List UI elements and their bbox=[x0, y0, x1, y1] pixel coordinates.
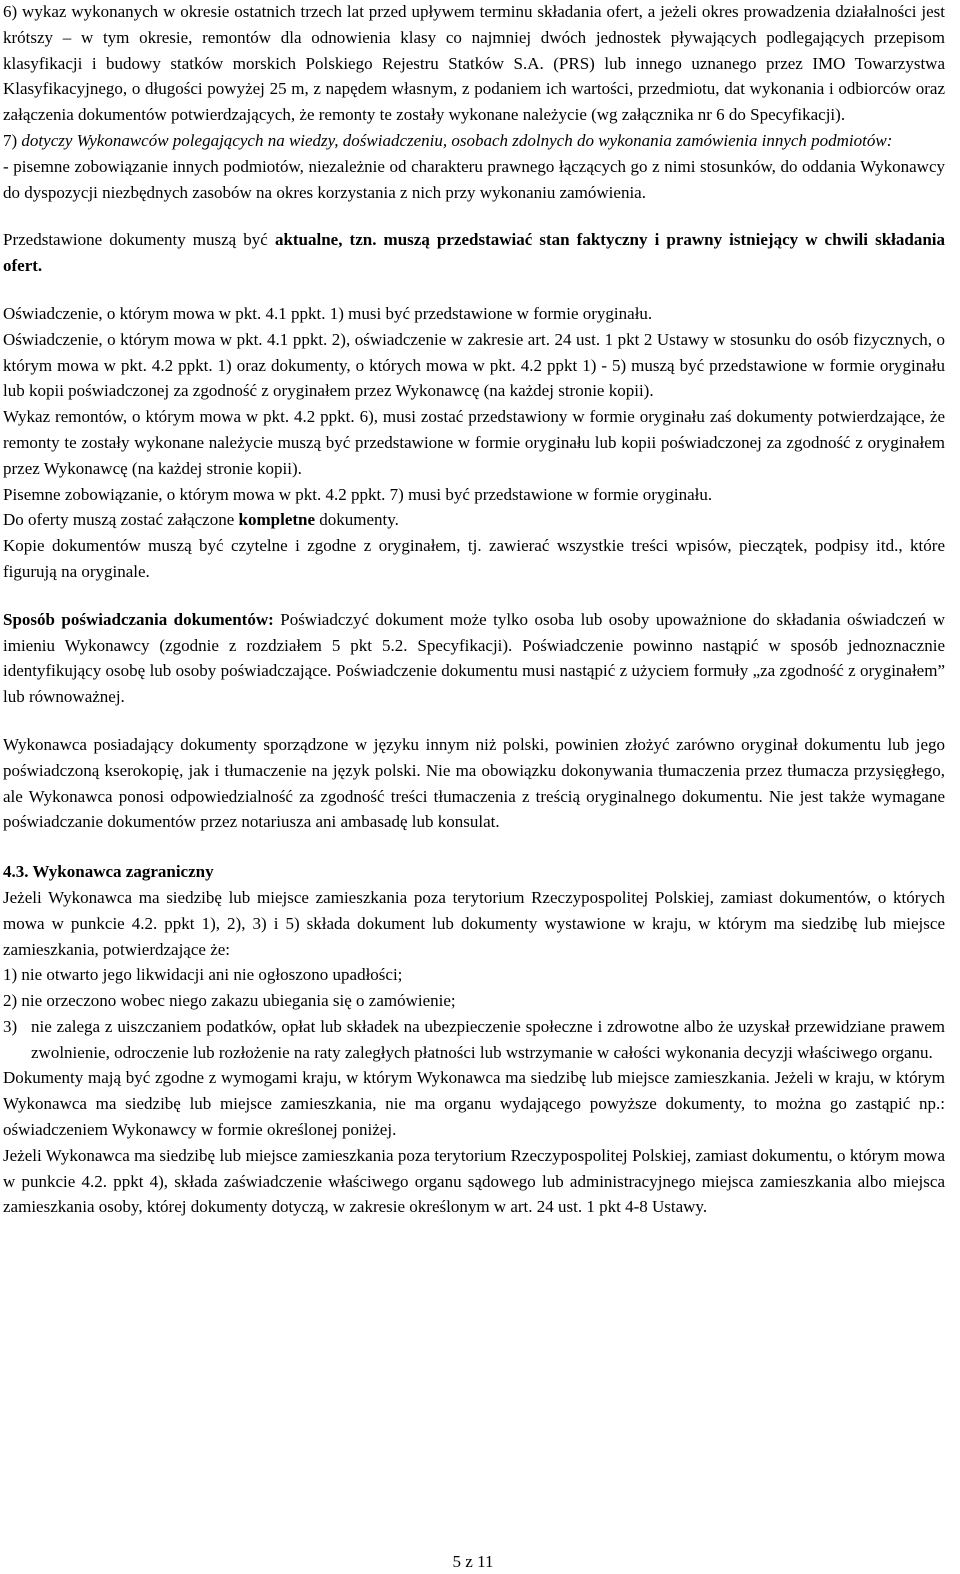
paragraph-commitment: - pisemne zobowiązanie innych podmiotów, niezależnie od charakteru prawnego łączących go z nimi stosunków, do oddania Wykonawcy do dyspozycji niezbędnych zasobów na okres korzystania z nich przy wykonaniu zamówienia. bbox=[3, 156, 945, 202]
item-7-number: 7) bbox=[3, 130, 18, 150]
complete-docs-text-a: Do oferty muszą zostać załączone bbox=[3, 510, 235, 530]
paragraph-item-7 bbox=[3, 128, 945, 154]
list-item-3 bbox=[3, 1014, 945, 1066]
paragraph-court-certificate: Jeżeli Wykonawca ma siedzibę lub miejsce zamieszkania poza terytorium Rzeczypospolitej Polskiej, zamiast dokumentu, o którym mowa w punkcie 4.2. ppkt 4), składa zaświadczenie właściwego organu sądowego lub administracyjnego miejsca zamieszkania albo miejsca zamieszkania osoby, której dokumenty dotyczą, w zakresie określonym w art. 24 ust. 1 pkt 4-8 Ustawy. bbox=[3, 1145, 945, 1217]
current-docs-text: Przedstawione dokumenty muszą być bbox=[3, 230, 268, 250]
paragraph-certification bbox=[3, 607, 945, 710]
paragraph-foreign-contractor: Jeżeli Wykonawca ma siedzibę lub miejsce zamieszkania poza terytorium Rzeczypospolitej Polskiej, zamiast dokumentów, o których mowa w punkcie 4.2. ppkt 1), 2), 3) i 5) składa dokument lub dokumenty wystawione w kraju, w którym ma siedzibę lub miejsce zamieszkania, potwierdzające że: bbox=[3, 887, 945, 959]
paragraph-repairs-list: Wykaz remontów, o którym mowa w pkt. 4.2 ppkt. 6), musi zostać przedstawiony w formie oryginału zaś dokumenty potwierdzające, że remonty te zostały wykonane należycie muszą być przedstawione w formie oryginału lub kopii poświadczonej za zgodność z oryginałem przez Wykonawcę (na każdej stronie kopii). bbox=[3, 407, 945, 478]
section-heading-4-3: 4.3. Wykonawca zagraniczny bbox=[3, 862, 214, 882]
paragraph-statement-original: Oświadczenie, o którym mowa w pkt. 4.1 ppkt. 1) musi być przedstawione w formie oryginału. bbox=[3, 303, 653, 323]
current-docs-bold: aktualne, tzn. muszą przedstawiać stan faktyczny i prawny istniejący w chwili składania ofert. bbox=[3, 230, 946, 276]
paragraph-current-docs bbox=[3, 227, 945, 279]
paragraph-item-6: 6) wykaz wykonanych w okresie ostatnich trzech lat przed upływem terminu składania ofert, a jeżeli okres prowadzenia działalności jest krótszy – w tym okresie, remontów dla odnowienia klasy co najmniej dwóch jednostek pływających podlegających przepisom klasyfikacji i budowy statków morskich Polskiego Rejestru Statków S.A. (PRS) lub innego uznanego przez IMO Towarzystwa Klasyfikacyjnego, o długości powyżej 25 m, z napędem własnym, z podaniem ich wartości, przedmiotu, dat wykonania i odbiorców oraz załączenia dokumentów potwierdzających, że remonty te zostały wykonane należycie (wg załącznika nr 6 do Specyfikacji). bbox=[3, 2, 945, 125]
item-7-italic-text: dotyczy Wykonawców polegających na wiedzy, doświadczeniu, osobach zdolnych do wykonania zamówienia innych podmiotów: bbox=[21, 130, 893, 150]
certification-heading: Sposób poświadczania dokumentów: bbox=[3, 609, 274, 629]
document-page bbox=[3, 0, 945, 1220]
page-number: 5 z 11 bbox=[452, 1552, 494, 1571]
certification-text: Poświadczyć dokument może tylko osoba lub osoby upoważnione do składania oświadczeń w imieniu Wykonawcy (zgodnie z rozdziałem 5 pkt 5.2. Specyfikacji). Poświadczenie powinno nastąpić w sposób jednoznacznie identyfikujący osobę lub osoby poświadczające. Poświadczenie dokumentu musi nastąpić z użyciem formuły „za zgodność z oryginałem” lub równoważnej. bbox=[3, 609, 945, 707]
paragraph-statement-copies: Oświadczenie, o którym mowa w pkt. 4.1 ppkt. 2), oświadczenie w zakresie art. 24 ust. 1 pkt 2 Ustawy w stosunku do osób fizycznych, o którym mowa w pkt. 4.2 ppkt. 1) oraz dokumenty, o których mowa w pkt. 4.2 ppkt 1) - 5) muszą być przedstawione w formie oryginału lub kopii poświadczonej za zgodność z oryginałem przez Wykonawcę (na każdej stronie kopii). bbox=[3, 329, 945, 401]
paragraph-foreign-language: Wykonawca posiadający dokumenty sporządzone w języku innym niż polski, powinien złożyć zarówno oryginał dokumentu lub jego poświadczoną kserokopię, jak i tłumaczenie na język polski. Nie ma obowiązku dokonywania tłumaczenia przez tłumacza przysięgłego, ale Wykonawca ponosi odpowiedzialność za zgodność treści tłumaczenia z treścią oryginalnego dokumentu. Nie jest także wymagane poświadczanie dokumentów przez notariusza ani ambasadę lub konsulat. bbox=[3, 734, 945, 832]
list-item-3-number: 3) bbox=[3, 1016, 18, 1036]
paragraph-written-commitment: Pisemne zobowiązanie, o którym mowa w pkt. 4.2 ppkt. 7) musi być przedstawione w formie oryginału. bbox=[3, 484, 713, 504]
list-item-3-text: nie zalega z uiszczaniem podatków, opłat lub składek na ubezpieczenie społeczne i zdrowotne albo że uzyskał przewidziane prawem zwolnienie, odroczenie lub rozłożenie na raty zaległych płatności lub wstrzymanie w całości wykonania decyzji właściwego organu. bbox=[31, 1016, 945, 1062]
complete-docs-text-c: dokumenty. bbox=[319, 510, 399, 530]
complete-docs-bold: kompletne bbox=[238, 510, 316, 530]
paragraph-country-requirements: Dokumenty mają być zgodne z wymogami kraju, w którym Wykonawca ma siedzibę lub miejsce zamieszkania. Jeżeli w kraju, w którym Wykonawca ma siedzibę lub miejsce zamieszkania, nie ma organu wydającego powyższe dokumenty, to można go zastąpić np.: oświadczeniem Wykonawcy w formie określonej poniżej. bbox=[3, 1068, 945, 1140]
paragraph-copies-readable: Kopie dokumentów muszą być czytelne i zgodne z oryginałem, tj. zawierać wszystkie treści wpisów, pieczątek, podpisy itd., które figurują na oryginale. bbox=[3, 536, 945, 581]
list-item-1: 1) nie otwarto jego likwidacji ani nie ogłoszono upadłości; bbox=[3, 965, 403, 985]
paragraph-complete-docs bbox=[3, 507, 945, 533]
list-item-2: 2) nie orzeczono wobec niego zakazu ubiegania się o zamówienie; bbox=[3, 991, 456, 1011]
